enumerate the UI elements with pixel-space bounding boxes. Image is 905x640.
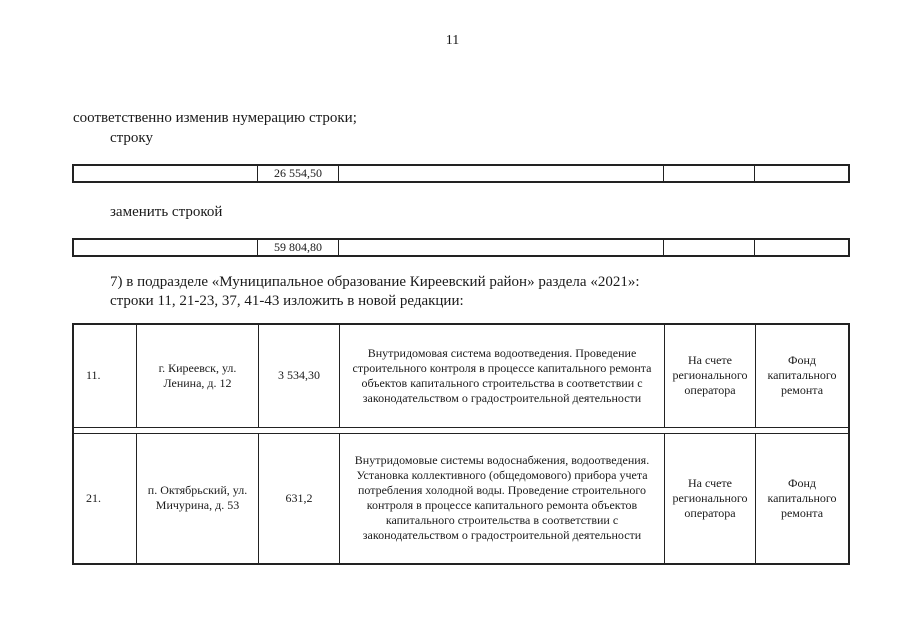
new-row-cell-5 [755,239,850,256]
row-address [137,433,259,564]
row-description [340,324,665,427]
item7-line2: строки 11, 21-23, 37, 41-43 изложить в новой редакции: [110,293,464,309]
table-row [73,433,849,564]
new-row-table [72,238,850,257]
old-row-cell-1 [73,165,258,182]
new-row-cell-4 [664,239,755,256]
row-address [137,324,259,427]
row-fund-text: Фонд капитального ремонта [767,475,837,520]
row-fund [756,433,850,564]
replace-text: заменить строкой [110,204,223,220]
old-row-cell-5 [755,165,850,182]
row-account [665,324,756,427]
main-table [72,323,850,565]
row-num: 11. [73,324,137,427]
row-fund-text: Фонд капитального ремонта [767,353,837,398]
row-account-text: На счете регионального оператора [672,353,748,398]
row-description [340,433,665,564]
row-account [665,433,756,564]
row-amount: 3 534,30 [259,324,340,427]
old-row-cell-4 [664,165,755,182]
item7-line1: 7) в подразделе «Муниципальное образование Киреевский район» раздела «2021»: [110,274,640,290]
row-account-text: На счете регионального оператора [672,475,748,520]
intro-line: соответственно изменив нумерацию строки; [73,110,357,126]
row-address-text: п. Октябрьский, ул. Мичурина, д. 53 [147,483,248,513]
row-fund [756,324,850,427]
table-row [73,324,849,427]
new-row-amount: 59 804,80 [258,239,339,256]
row-description-text: Внутридомовая система водоотведения. Проведение строительного контроля в процессе капитального ремонта объектов капитального строительства в соответствии с законодательством о градостроительной деятельности [352,345,652,405]
old-row-cell-3 [339,165,664,182]
page-number: 11 [445,33,460,48]
row-amount: 631,2 [259,433,340,564]
row-address-text: г. Киреевск, ул. Ленина, д. 12 [158,360,237,390]
new-row-cell-3 [339,239,664,256]
new-row-cell-1 [73,239,258,256]
word-row: строку [110,130,153,146]
old-row-table [72,164,850,183]
row-description-text: Внутридомовые системы водоснабжения, водоотведения. Установка коллективного (общедомового) прибора учета потребления холодной воды. Проведение строительного контроля в процессе капитального ремонта объектов капитального строительства в соответствии с законодательством о градостроительной деятельности [354,453,650,543]
row-num: 21. [73,433,137,564]
old-row-amount: 26 554,50 [258,165,339,182]
